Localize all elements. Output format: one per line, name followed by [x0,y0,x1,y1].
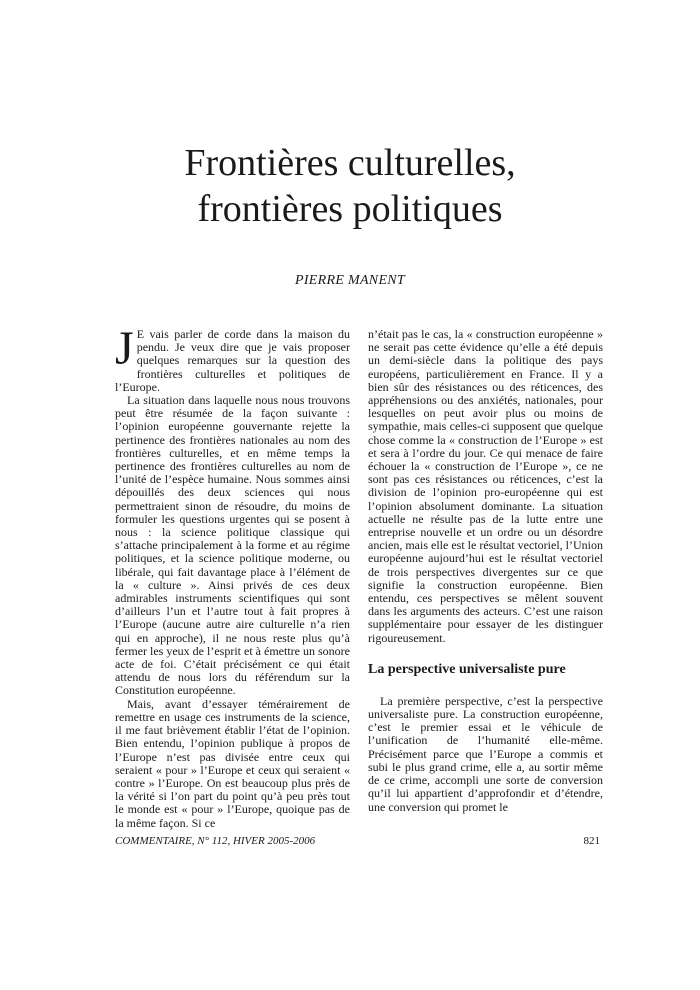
author-name: PIERRE MANENT [294,273,406,288]
page-number: 821 [583,835,600,847]
paragraph-2: La situation dans laquelle nous nous trouvons peut être résumée de la façon suivante : l’opinion européenne gouvernante rejette la pertinence des frontières nationales au nom des frontières culturelles, et en même temps la pertinence des frontières culturelles au nom de l’unité de l’espèce humaine. Nous sommes ainsi dépouillés des deux sciences qui nous permettraient sinon de résoudre, du moins de formuler les questions urgentes qui se posent à nous : la science politique classique qui s’attache principalement à la forme et au régime politiques, et la science politique moderne, ou libérale, qui fait davantage place à l’élément de la « culture ». Ainsi privés de ces deux admirables instruments scientifiques qui sont d’ailleurs l’un et l’autre tout à fait propres à l’Europe (aucune autre aire culturelle n’a rien qui en approche), il ne nous reste plus qu’à fermer les yeux de l’esprit et à émettre un sonore acte de foi. C’était précisément ce qui était attendu de nous lors du référendum sur la Constitution européenne. [115,393,350,698]
paragraph-4: n’était pas le cas, la « construction européenne » ne serait pas cette évidence qu’elle a été depuis un demi-siècle dans la politique des pays européens, particulièrement en France. Il y a bien sûr des résistances ou des réticences, des appréhensions ou des anxiétés, nationales, pour lesquelles on peut avoir plus ou moins de sympathie, mais celles-ci supposent que quelque chose comme la « construction de l’Europe » est et sera à l’ordre du jour. Ce qui menace de faire échouer la « construction de l’Europe », ce ne sont pas ces résistances ou réticences, c’est la division de l’opinion pro-européenne qui est l’opinion absolument dominante. La situation actuelle ne résulte pas de la lutte entre une entreprise nouvelle et un ordre ou un désordre ancien, mais elle est le résultat vectoriel, l’Union européenne aujourd’hui est le résultat vectoriel de trois perspectives divergentes sur ce que signifie la construction européenne. Bien entendu, ces perspectives se mêlent souvent dans les arguments des acteurs. C’est une raison supplémentaire pour essayer de les distinguer rigoureusement. [368,327,603,645]
drop-cap: J [115,322,134,375]
right-column [368,328,603,814]
paragraph-1 [115,322,350,394]
paragraph-1-text: E vais parler de corde dans la maison du pendu. Je veux dire que je vais proposer quelques remarques sur la question des frontières culturelles et politiques de l’Europe. [115,327,350,394]
title-line-1: Frontières culturelles, [184,142,516,184]
journal-reference: COMMENTAIRE, N° 112, HIVER 2005-2006 [115,835,316,847]
paragraph-5: La première perspective, c’est la perspective universaliste pure. La construction européenne, c’est le premier essai et le véhicule de l’unification de l’humanité elle-même. Précisément parce que l’Europe a commis et subi le plus grand crime, elle a, au sortir même de ce crime, accompli une sorte de conversion qu’il lui appartient d’approfondir et d’étendre, une conversion qui promet le [368,693,603,814]
paragraph-3: Mais, avant d’essayer témérairement de remettre en usage ces instruments de la science, il me faut brièvement établir l’état de l’opinion. Bien entendu, l’opinion publique à propos de l’Europe n’est pas divisée entre ceux qui seraient « pour » l’Europe et ceux qui seraient « contre » l’Europe. On est beaucoup plus près de la vérité si l’on part du point qu’à peu près tout le monde est « pour » l’Europe, quoique pas de la même façon. Si ce [115,696,350,830]
left-column [115,322,350,830]
section-heading: La perspective universaliste pure [368,661,566,677]
title-line-2: frontières politiques [197,188,503,230]
article-title [0,140,700,232]
